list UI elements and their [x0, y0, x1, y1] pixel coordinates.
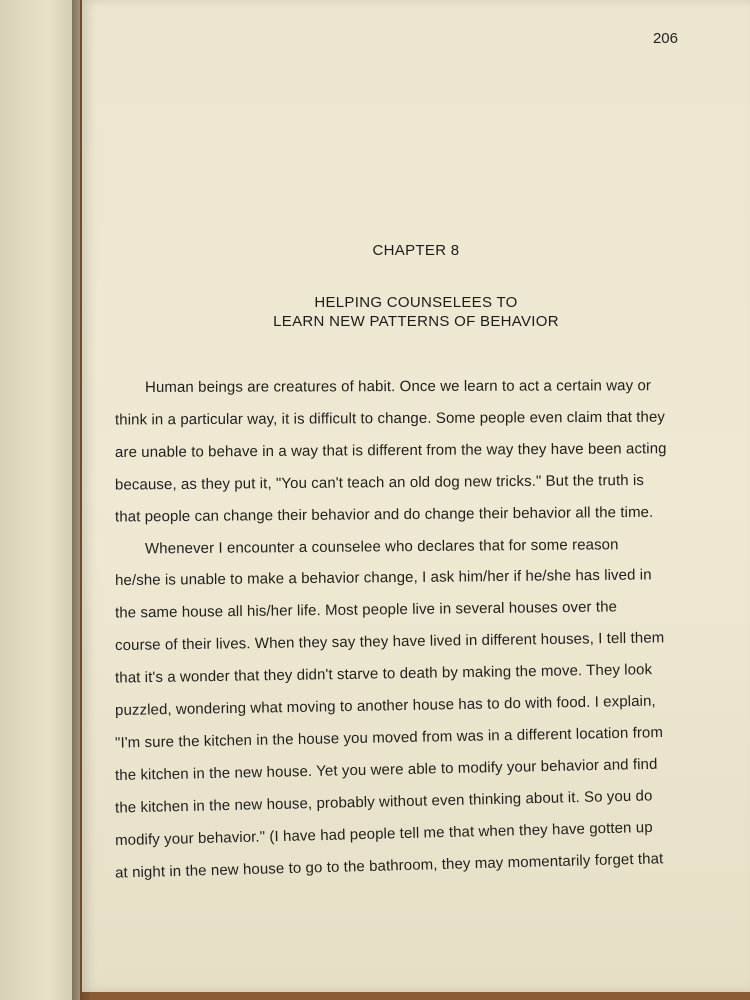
body-text-line: the kitchen in the new house. Yet you were able to modify your behavior and find — [114, 755, 658, 785]
body-text-line: Whenever I encounter a counselee who declares that for some reason — [144, 536, 619, 558]
body-text-line: the same house all his/her life. Most people live in several houses over the — [114, 598, 618, 622]
body-text-line: modify your behavior." (I have had people tell me that when they have gotten up — [114, 818, 653, 850]
body-text-line: he/she is unable to make a behavior change, I ask him/her if he/she has lived in — [114, 566, 652, 590]
body-text-line: the kitchen in the new house, probably without even thinking about it. So you do — [114, 787, 653, 817]
body-text-line: at night in the new house to go to the bathroom, they may momentarily forget that — [114, 850, 664, 882]
chapter-title-line: LEARN NEW PATTERNS OF BEHAVIOR — [273, 313, 559, 330]
body-text-line: puzzled, wondering what moving to another house has to do with food. I explain, — [114, 692, 656, 720]
body-text-line: are unable to behave in a way that is different from the way they have been acting — [114, 440, 667, 462]
body-text-line: Human beings are creatures of habit. Once we learn to act a certain way or — [144, 377, 652, 396]
body-text-line: "I'm sure the kitchen in the house you moved from was in a different location from — [114, 724, 664, 752]
chapter-title — [82, 293, 750, 331]
body-text-line: because, as they put it, "You can't teach an old dog new tricks." But the truth is — [114, 471, 645, 494]
body-text-line: think in a particular way, it is difficult to change. Some people even claim that they — [114, 408, 666, 429]
page-number: 206 — [652, 30, 678, 47]
chapter-title-line: HELPING COUNSELEES TO — [314, 294, 518, 311]
body-text-line: that people can change their behavior and do change their behavior all the time. — [114, 503, 654, 526]
body-text-line: course of their lives. When they say they have lived in different houses, I tell them — [114, 629, 665, 655]
body-text-line: that it's a wonder that they didn't starve to death by making the move. They look — [114, 661, 653, 687]
chapter-heading: CHAPTER 8 — [372, 242, 460, 259]
previous-page — [0, 0, 80, 1000]
